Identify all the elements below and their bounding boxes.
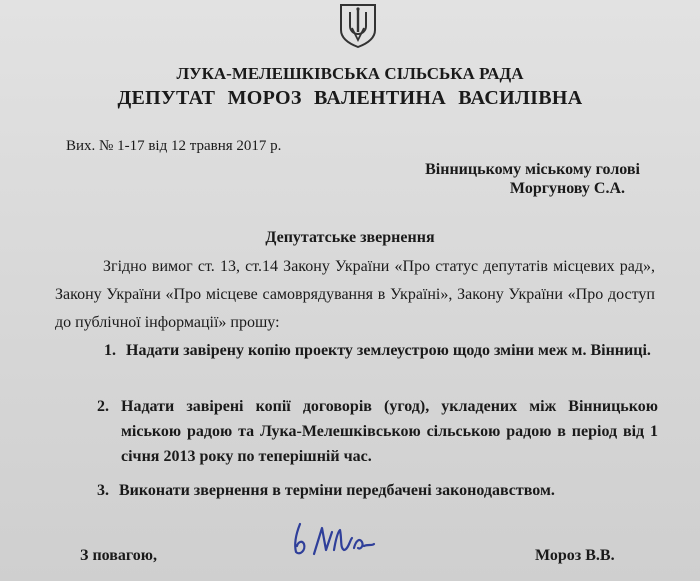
request-number: 1. [104, 342, 116, 359]
request-number: 2. [97, 398, 109, 415]
addressee-line-2: Моргунову С.А. [509, 180, 625, 197]
ukraine-coat-of-arms-icon [338, 2, 378, 48]
closing-phrase: З повагою, [80, 547, 157, 564]
intro-paragraph: Згідно вимог ст. 13, ст.14 Закону України «Про статус депутатів місцевих рад», Закону України «Про місцеве самоврядування в Україні», Закону України «Про доступ до публічної інформації» прошу: [55, 258, 655, 331]
signer-name: Мороз В.В. [535, 547, 615, 564]
addressee-line-1: Вінницькому міському голові [425, 161, 640, 178]
request-text: Надати завірену копію проекту землеустрою щодо зміни меж м. Вінниці. [126, 342, 651, 359]
outgoing-reference: Вих. № 1-17 від 12 травня 2017 р. [66, 138, 282, 154]
request-number: 3. [97, 482, 109, 499]
deputy-title: ДЕПУТАТ МОРОЗ ВАЛЕНТИНА ВАСИЛІВНА [117, 87, 583, 109]
handwritten-signature-icon [288, 510, 388, 565]
council-name: ЛУКА-МЕЛЕШКІВСЬКА СІЛЬСЬКА РАДА [176, 64, 524, 83]
letter-subject: Депутатське звернення [265, 229, 435, 246]
request-text: Надати завірені копії договорів (угод), укладених між Вінницькою міською радою та Лука-Мелешківською сільською радою в період від 1 січня 2013 року по теперішній час. [121, 398, 658, 465]
request-text: Виконати звернення в терміни передбачені законодавством. [119, 482, 555, 499]
